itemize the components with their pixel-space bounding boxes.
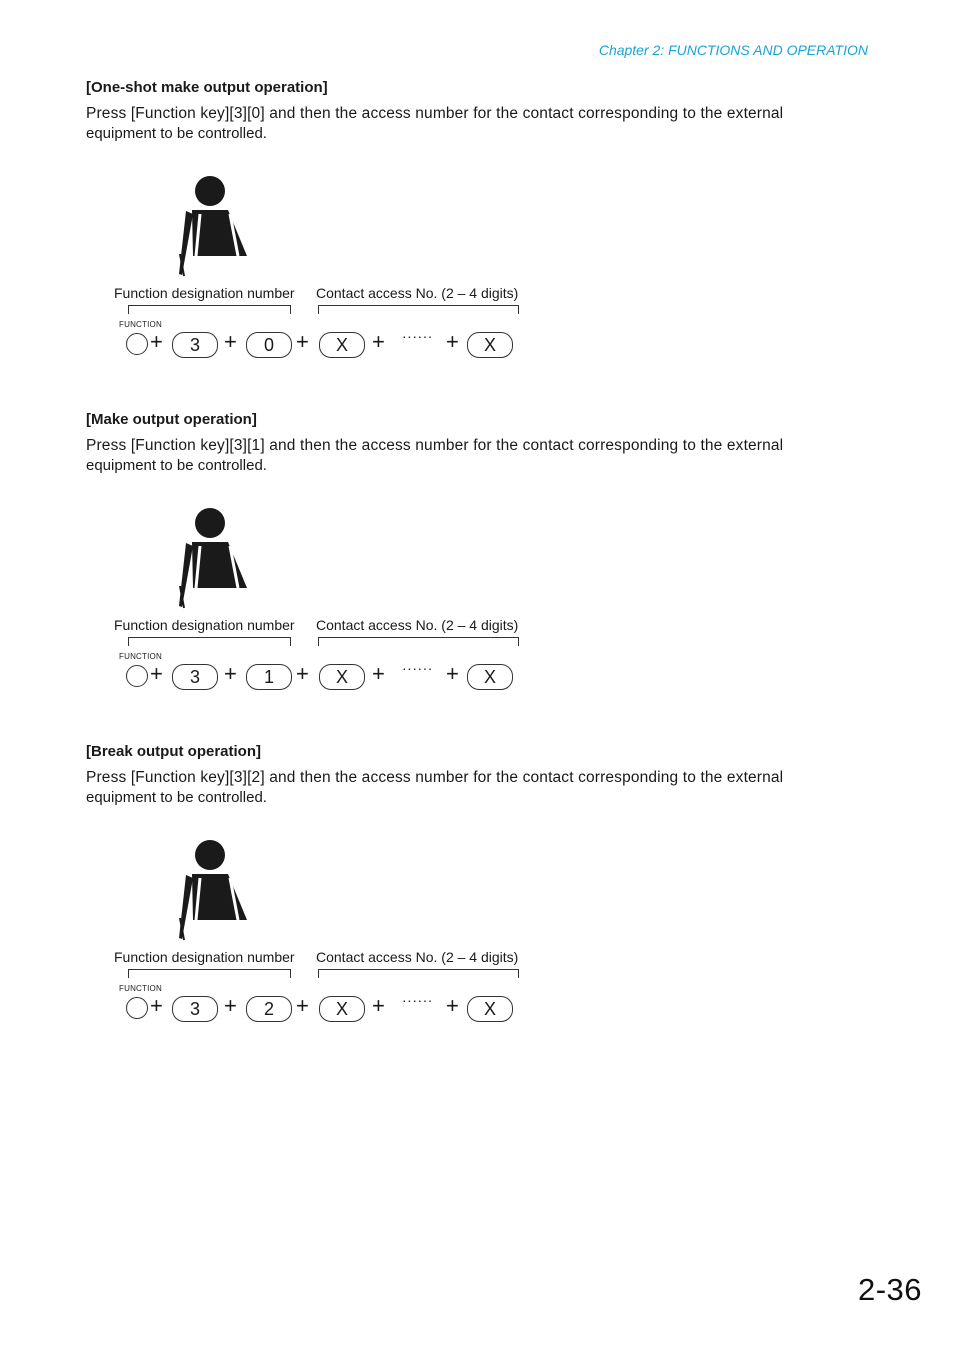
contact-access-label: Contact access No. (2 – 4 digits) xyxy=(316,617,519,633)
section-make xyxy=(86,411,868,687)
function-bracket xyxy=(128,637,291,646)
plus-sign: + xyxy=(372,661,385,686)
operator-person-icon xyxy=(170,174,250,278)
ellipsis: ······ xyxy=(402,660,433,676)
function-bracket xyxy=(128,305,291,314)
key-sequence-diagram xyxy=(86,506,606,706)
contact-access-label: Contact access No. (2 – 4 digits) xyxy=(316,285,519,301)
function-designation-label: Function designation number xyxy=(114,285,295,301)
key-button[interactable]: 2 xyxy=(246,996,292,1022)
chapter-header: Chapter 2: FUNCTIONS AND OPERATION xyxy=(598,42,868,58)
key-button[interactable]: X xyxy=(467,664,513,690)
function-bracket xyxy=(128,969,291,978)
key-button[interactable]: X xyxy=(319,332,365,358)
section-body xyxy=(86,104,868,144)
contact-bracket xyxy=(318,637,519,646)
body-line-1: Press [Function key][3][2] and then the access number for the contact corresponding to the external xyxy=(86,769,784,786)
ellipsis: ······ xyxy=(402,328,433,344)
plus-sign: + xyxy=(296,661,309,686)
body-line-1: Press [Function key][3][0] and then the access number for the contact corresponding to the external xyxy=(86,105,784,122)
function-designation-label: Function designation number xyxy=(114,617,295,633)
function-key-icon[interactable] xyxy=(126,665,148,687)
plus-sign: + xyxy=(150,661,163,686)
key-sequence-diagram xyxy=(86,838,606,1038)
plus-sign: + xyxy=(296,993,309,1018)
plus-sign: + xyxy=(224,993,237,1018)
key-button[interactable]: 1 xyxy=(246,664,292,690)
section-one-shot-make xyxy=(86,79,868,355)
section-heading: [One-shot make output operation] xyxy=(86,79,328,96)
key-button[interactable]: 3 xyxy=(172,664,218,690)
contact-access-label: Contact access No. (2 – 4 digits) xyxy=(316,949,519,965)
contact-bracket xyxy=(318,305,519,314)
plus-sign: + xyxy=(150,329,163,354)
ellipsis: ······ xyxy=(402,992,433,1008)
key-button[interactable]: 3 xyxy=(172,332,218,358)
plus-sign: + xyxy=(150,993,163,1018)
function-key-icon[interactable] xyxy=(126,333,148,355)
plus-sign: + xyxy=(372,993,385,1018)
operator-person-icon xyxy=(170,838,250,942)
page-number: 2-36 xyxy=(857,1272,922,1307)
key-button[interactable]: X xyxy=(467,996,513,1022)
key-button[interactable]: X xyxy=(319,664,365,690)
function-designation-label: Function designation number xyxy=(114,949,295,965)
plus-sign: + xyxy=(372,329,385,354)
plus-sign: + xyxy=(446,329,459,354)
plus-sign: + xyxy=(446,661,459,686)
body-line-2: equipment to be controlled. xyxy=(86,457,267,474)
key-button[interactable]: X xyxy=(319,996,365,1022)
operator-person-icon xyxy=(170,506,250,610)
section-heading: [Break output operation] xyxy=(86,743,261,760)
plus-sign: + xyxy=(446,993,459,1018)
body-line-1: Press [Function key][3][1] and then the access number for the contact corresponding to the external xyxy=(86,437,784,454)
key-button[interactable]: 0 xyxy=(246,332,292,358)
section-body xyxy=(86,436,868,476)
key-sequence-diagram xyxy=(86,174,606,374)
function-key-icon[interactable] xyxy=(126,997,148,1019)
key-button[interactable]: 3 xyxy=(172,996,218,1022)
section-break xyxy=(86,743,868,1019)
function-key-label: FUNCTION xyxy=(119,320,162,329)
section-heading: [Make output operation] xyxy=(86,411,257,428)
plus-sign: + xyxy=(224,329,237,354)
body-line-2: equipment to be controlled. xyxy=(86,125,267,142)
plus-sign: + xyxy=(224,661,237,686)
function-key-label: FUNCTION xyxy=(119,984,162,993)
plus-sign: + xyxy=(296,329,309,354)
section-body xyxy=(86,768,868,808)
contact-bracket xyxy=(318,969,519,978)
key-button[interactable]: X xyxy=(467,332,513,358)
body-line-2: equipment to be controlled. xyxy=(86,789,267,806)
function-key-label: FUNCTION xyxy=(119,652,162,661)
